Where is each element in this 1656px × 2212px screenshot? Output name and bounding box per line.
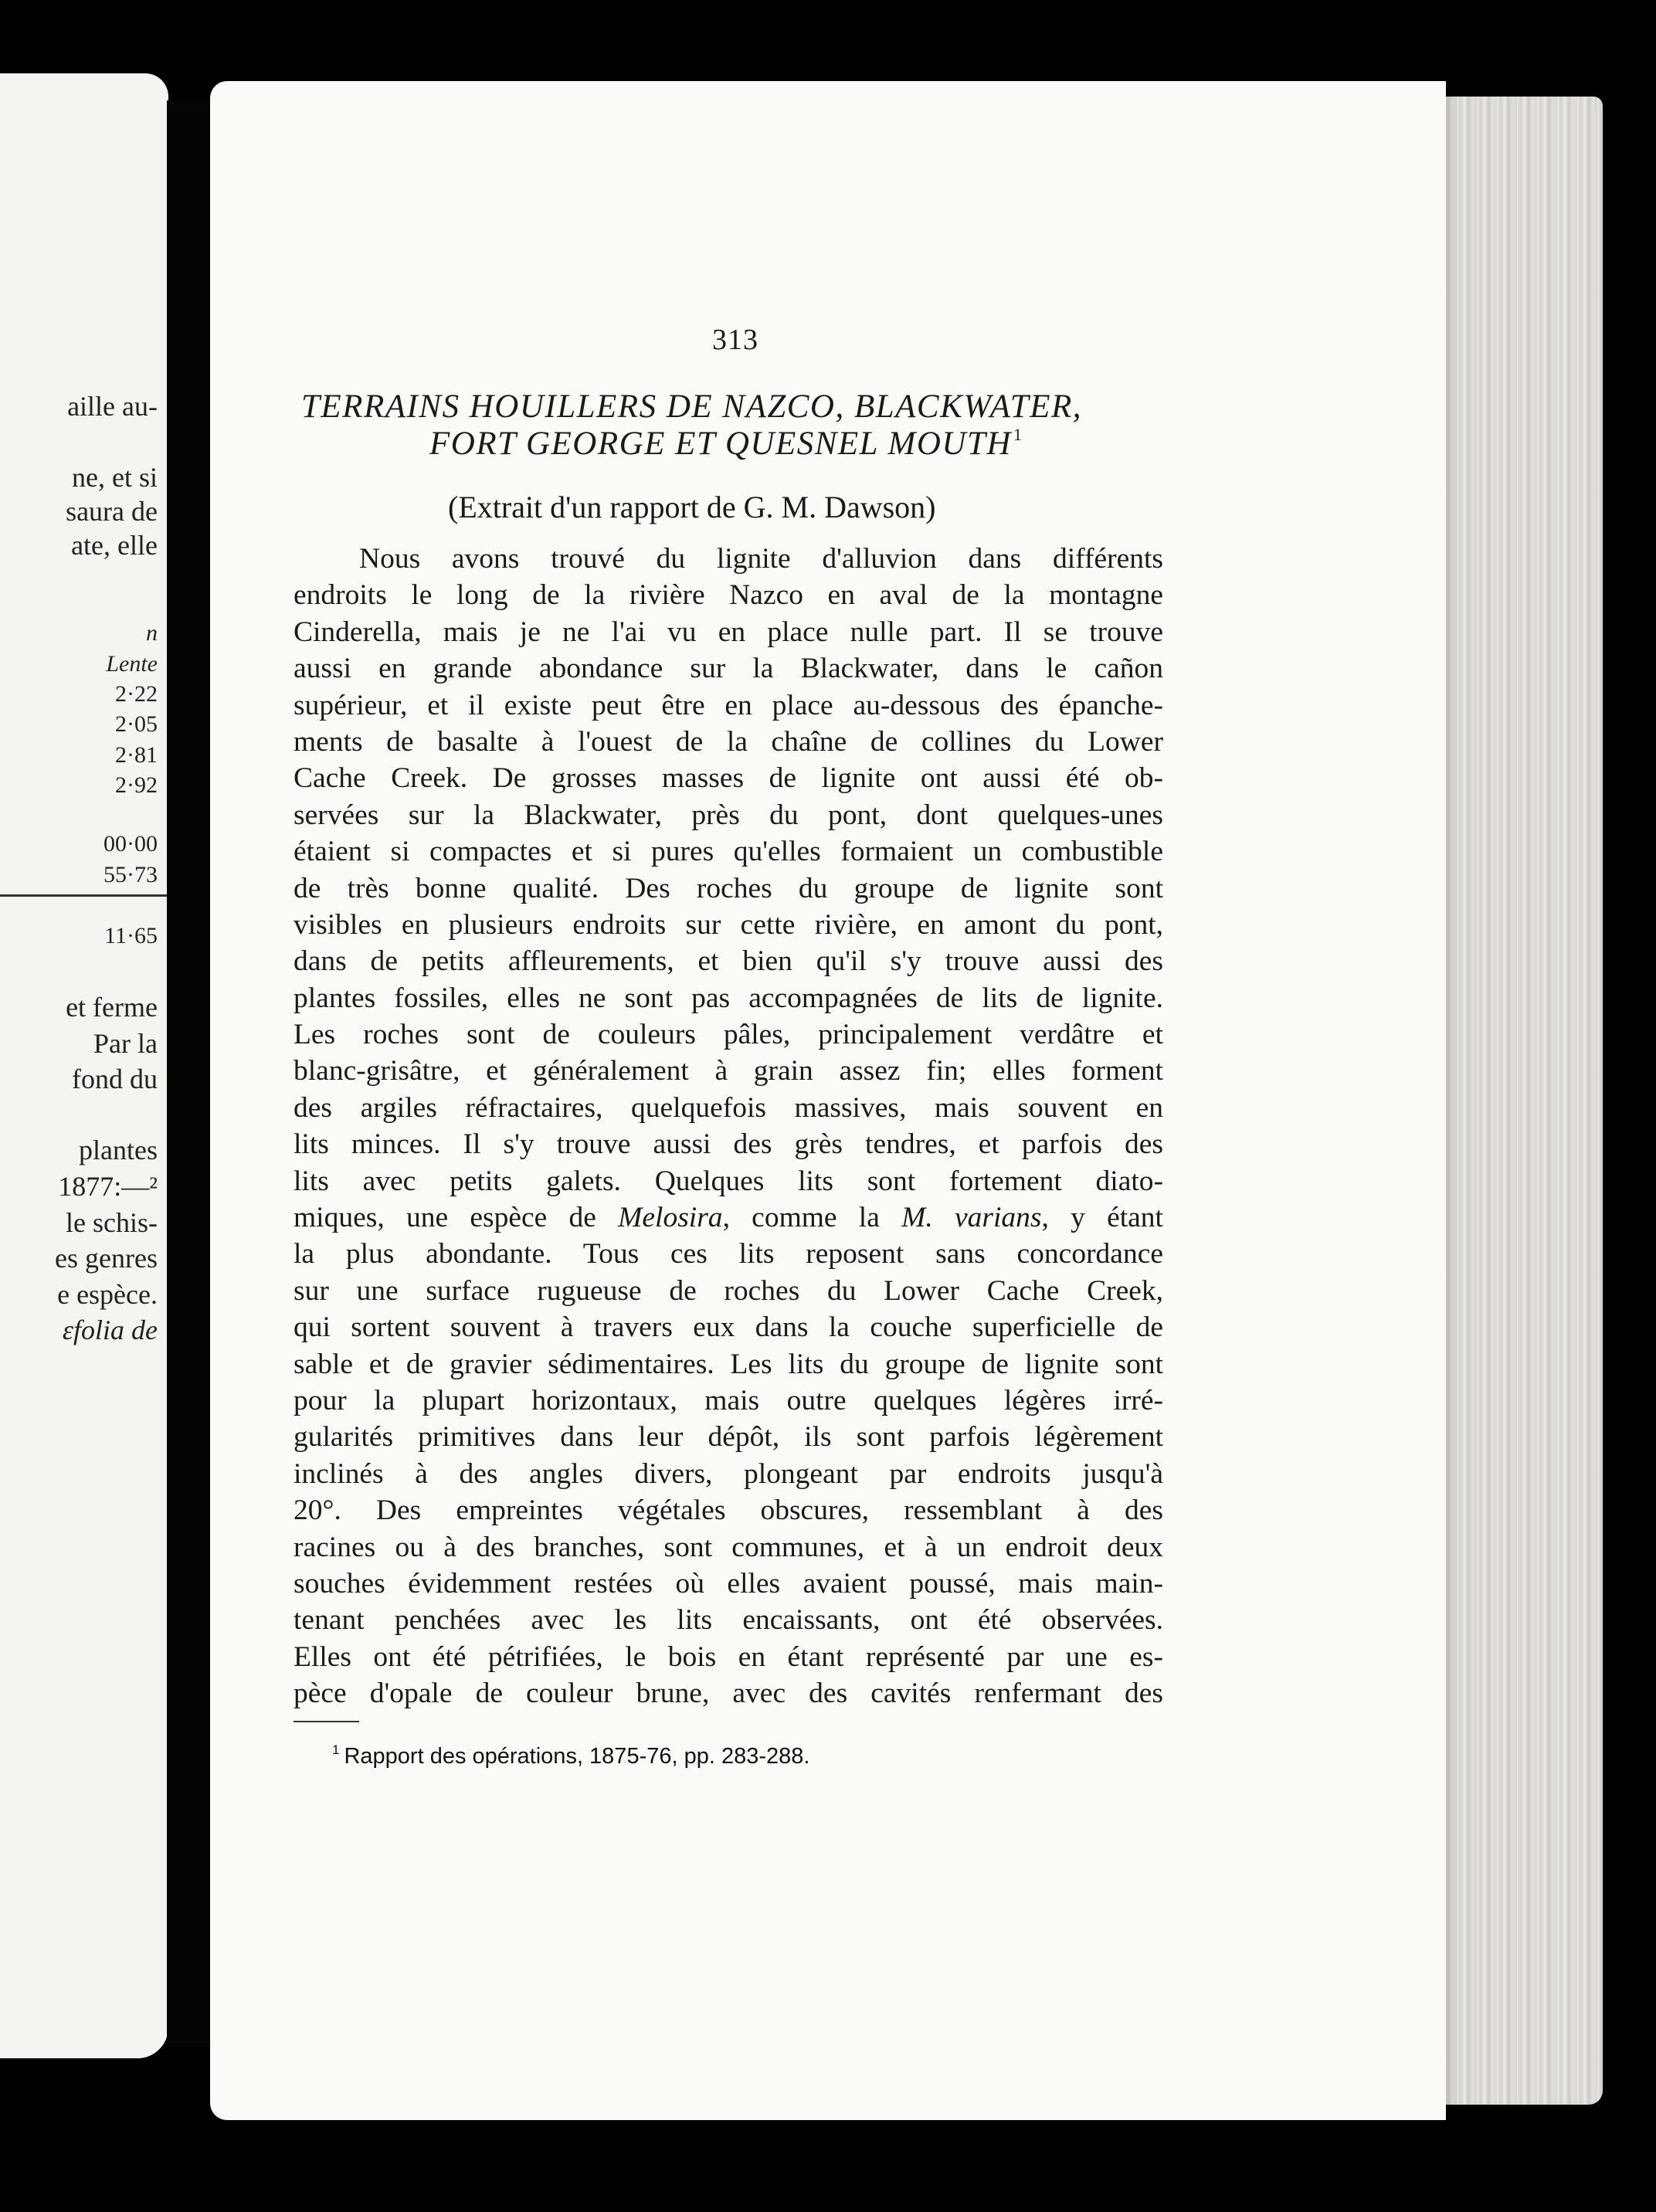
- body-line: sable et de gravier sédimentaires. Les lits du groupe de lignite sont: [294, 1348, 1163, 1380]
- page-stack-edge: [1437, 97, 1603, 2105]
- body-line: Cinderella, mais je ne l'ai vu en place nulle part. Il se trouve: [294, 616, 1163, 648]
- body-line: plantes fossiles, elles ne sont pas accompagnées de lits de lignite.: [294, 982, 1163, 1014]
- footnote: [332, 1742, 809, 1769]
- left-page-line: Lente: [106, 651, 158, 677]
- body-text: [294, 541, 1163, 1712]
- left-page-line: es genres: [55, 1243, 158, 1274]
- body-line: dans de petits affleurements, et bien qu'il s'y trouve aussi des: [294, 945, 1163, 978]
- left-table-rule: [0, 894, 168, 897]
- book-gutter: [167, 100, 213, 2047]
- body-line: souches évidemment restées où elles avaient poussé, mais main-: [294, 1567, 1163, 1600]
- left-page-line: n: [146, 620, 158, 646]
- left-page-line: plantes: [79, 1135, 158, 1165]
- body-line: la plus abondante. Tous ces lits reposent sans concordance: [294, 1238, 1163, 1271]
- taxon-name: M. varians: [901, 1202, 1042, 1234]
- body-line: inclinés à des angles divers, plongeant par endroits jusqu'à: [294, 1457, 1163, 1490]
- body-line: ments de basalte à l'ouest de la chaîne de collines du Lower: [294, 725, 1163, 758]
- footnote-reference: 1: [1013, 425, 1023, 444]
- left-page-line: e espèce.: [57, 1279, 158, 1310]
- body-line: Cache Creek. De grosses masses de lignite ont aussi été ob-: [294, 762, 1163, 795]
- left-page-line: 1877:—²: [58, 1171, 158, 1202]
- footnote-rule: [294, 1721, 359, 1722]
- body-line: Les roches sont de couleurs pâles, principalement verdâtre et: [294, 1019, 1163, 1051]
- footnote-mark: 1: [332, 1742, 340, 1757]
- left-page-line: 00·00: [104, 831, 158, 857]
- left-facing-page: [0, 73, 168, 2058]
- body-line: pour la plupart horizontaux, mais outre quelques légères irré-: [294, 1384, 1163, 1416]
- left-page-line: le schis-: [66, 1207, 158, 1238]
- body-line: servées sur la Blackwater, près du pont, dont quelques-unes: [294, 799, 1163, 831]
- body-line: visibles en plusieurs endroits sur cette rivière, en amont du pont,: [294, 908, 1163, 941]
- body-line: étaient si compactes et si pures qu'elles formaient un combustible: [294, 836, 1163, 868]
- left-page-line: 55·73: [104, 862, 158, 887]
- body-line: pèce d'opale de couleur brune, avec des cavités renfermant des: [294, 1678, 1163, 1710]
- body-line: supérieur, et il existe peut être en place au-dessous des épanche-: [294, 689, 1163, 721]
- article-title-line-1: TERRAINS HOUILLERS DE NAZCO, BLACKWATER,: [301, 388, 1082, 425]
- body-line: gularités primitives dans leur dépôt, ils sont parfois légèrement: [294, 1421, 1163, 1454]
- body-line: blanc-grisâtre, et généralement à grain assez fin; elles forment: [294, 1055, 1163, 1087]
- article-title-line-2: FORT GEORGE ET QUESNEL MOUTH$^1$: [429, 425, 1023, 462]
- left-page-line: ɛfolia de: [62, 1315, 158, 1345]
- body-line: lits minces. Il s'y trouve aussi des grès tendres, et parfois des: [294, 1128, 1163, 1161]
- left-page-line: 11·65: [104, 923, 158, 948]
- taxon-name: Melosira: [618, 1202, 723, 1234]
- body-line: aussi en grande abondance sur la Blackwater, dans le cañon: [294, 653, 1163, 685]
- page-number: 313: [712, 324, 758, 356]
- left-page-line: Par la: [93, 1028, 158, 1059]
- body-line: lits avec petits galets. Quelques lits sont fortement diato-: [294, 1165, 1163, 1197]
- body-line: qui sortent souvent à travers eux dans la couche superficielle de: [294, 1311, 1163, 1344]
- body-line-with-taxon: miques, une espèce de Melosira, comme la M. varians, y étant: [294, 1202, 1163, 1234]
- body-line: des argiles réfractaires, quelquefois massives, mais souvent en: [294, 1091, 1163, 1124]
- left-page-line: 2·92: [115, 772, 158, 798]
- left-page-line: aille au-: [67, 391, 158, 422]
- body-line: sur une surface rugueuse de roches du Lower Cache Creek,: [294, 1274, 1163, 1307]
- body-line: Elles ont été pétrifiées, le bois en étant représenté par une es-: [294, 1640, 1163, 1673]
- left-page-line: 2·22: [115, 681, 158, 707]
- left-page-line: ne, et si: [72, 462, 158, 493]
- left-page-line: saura de: [66, 496, 158, 527]
- body-line: 20°. Des empreintes végétales obscures, ressemblant à des: [294, 1494, 1163, 1527]
- article-subtitle: (Extrait d'un rapport de G. M. Dawson): [448, 490, 936, 524]
- body-line: de très bonne qualité. Des roches du groupe de lignite sont: [294, 872, 1163, 904]
- body-line: endroits le long de la rivière Nazco en aval de la montagne: [294, 579, 1163, 612]
- footnote-text: Rapport des opérations, 1875-76, pp. 283-288.: [344, 1744, 810, 1769]
- body-line: tenant penchées avec les lits encaissants, ont été observées.: [294, 1604, 1163, 1637]
- left-page-line: 2·05: [115, 711, 158, 737]
- left-page-line: et ferme: [66, 992, 158, 1023]
- left-page-line: ate, elle: [71, 530, 158, 561]
- left-page-line: 2·81: [115, 742, 158, 768]
- body-line: racines ou à des branches, sont communes, et à un endroit deux: [294, 1531, 1163, 1563]
- body-line: Nous avons trouvé du lignite d'alluvion dans différents: [359, 543, 1163, 575]
- left-page-line: fond du: [72, 1064, 158, 1094]
